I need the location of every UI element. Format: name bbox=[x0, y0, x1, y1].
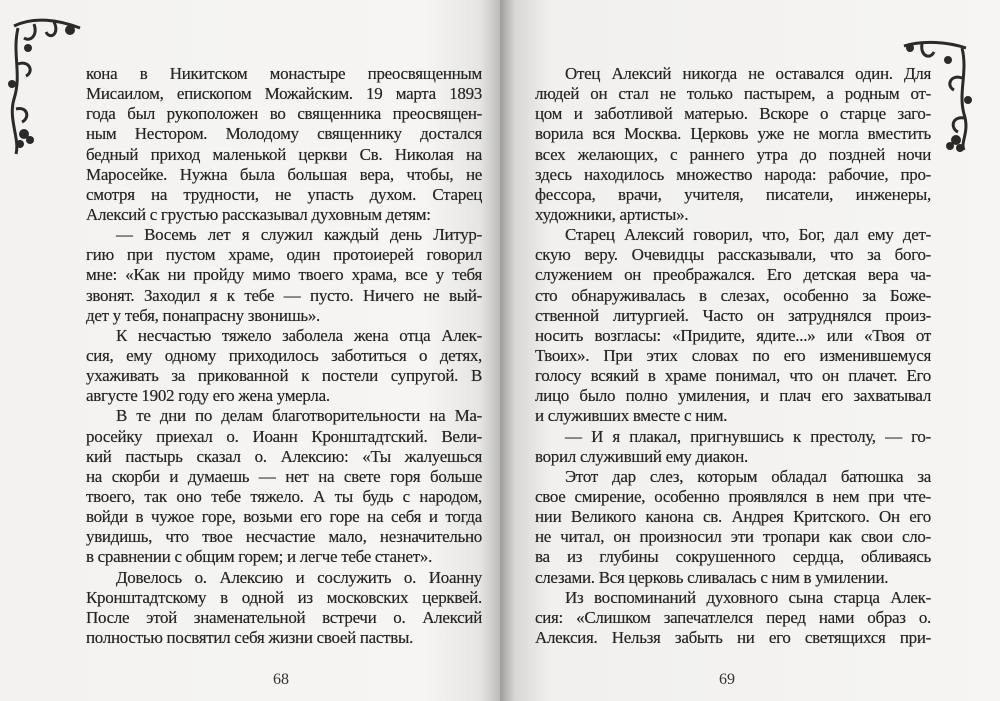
text-line: ным Нестором. Молодому священнику достался bbox=[86, 124, 482, 144]
text-line: Старец Алексий говорил, что, Бог, дал ему дет- bbox=[565, 225, 931, 245]
text-line: После этой знаменательной встречи о. Алексий bbox=[86, 607, 482, 627]
text-line: в сравнении с общим горем; и легче тебе станет». bbox=[86, 547, 433, 567]
text-line: фессора, врачи, учителя, писатели, инженеры, bbox=[535, 184, 931, 204]
text-line: художники, артисты». bbox=[535, 204, 689, 224]
text-line: ухаживать за прикованной к постели супругой. В bbox=[86, 366, 482, 386]
text-line: гию при пустом храме, один протоиерей говорил bbox=[86, 245, 482, 265]
text-line: Алексия. Нельзя забыть ни его светящихся при- bbox=[535, 627, 931, 647]
text-line: росейку приехал о. Иоанн Кронштадтский. Вели- bbox=[86, 426, 482, 446]
text-line: кий пастырь сказал о. Алексию: «Ты жалуешься bbox=[86, 446, 482, 466]
text-line: слезами. Вся церковь сливалась с ним в умилении. bbox=[535, 567, 889, 587]
text-line: Из воспоминаний духовного сына старца Алек- bbox=[565, 587, 931, 607]
text-line: — Восемь лет я служил каждый день Литур- bbox=[116, 225, 482, 245]
text-line: твоего, так оно тебе тяжело. А ты будь с народом, bbox=[86, 486, 482, 506]
text-line: людей он стал не только пастырем, а родным от- bbox=[535, 84, 931, 104]
right-page bbox=[500, 0, 1000, 701]
text-line: сия, ему одному приходилось заботиться о детях, bbox=[86, 345, 482, 365]
text-line: на скорби и думаешь — нет на свете горя больше bbox=[86, 466, 482, 486]
vine-ornament-icon bbox=[4, 14, 84, 159]
text-line: сия: «Слишком запечатлелся перед нами образ о. bbox=[535, 607, 931, 627]
text-line: нии Великого канона св. Андрея Критского. Он его bbox=[535, 507, 931, 527]
text-line: носить возгласы: «Придите, ядите...» или «Твоя от bbox=[535, 325, 931, 345]
text-line: мне: «Как ни пройду мимо твоего храма, все у тебя bbox=[86, 265, 482, 285]
text-line: войди в чужое горе, возьми его горе на себя и тогда bbox=[86, 507, 482, 527]
text-line: кона в Никитском монастыре преосвященным bbox=[86, 64, 482, 83]
text-line: года был рукоположен во священника преосвящен- bbox=[86, 104, 482, 124]
text-line: ворил служивший ему диакон. bbox=[535, 446, 748, 466]
text-line: лицо было полно умиления, и плач его захватывал bbox=[535, 386, 931, 406]
text-line: Алексий с грустью рассказывал духовным детям: bbox=[86, 204, 431, 224]
text-line: смотря на трудности, не упасть духом. Старец bbox=[86, 184, 482, 204]
text-line: К несчастью тяжело заболела жена отца Алек- bbox=[116, 325, 482, 345]
text-line: В те дни по делам благотворительности на Ма- bbox=[116, 406, 482, 426]
text-line: всех желающих, с раннего утра до поздней ночи bbox=[535, 144, 931, 164]
text-line: звонят. Заходил я к тебе — пусто. Ничего не вый- bbox=[86, 285, 482, 305]
text-line: бедный приход маленькой церкви Св. Николая на bbox=[86, 144, 482, 164]
text-line: Кронштадтскому в одной из московских церквей. bbox=[86, 587, 482, 607]
text-line: — И я плакал, пригнувшись к престолу, — го- bbox=[565, 426, 931, 446]
text-line: Мисаилом, епископом Можайским. 19 марта 1893 bbox=[86, 84, 482, 104]
page-body-text bbox=[535, 64, 931, 648]
text-line: голосу всякий в храме понимал, что он плачет. Его bbox=[535, 366, 931, 386]
text-line: полностью посвятил себя жизни своей паствы. bbox=[86, 627, 414, 647]
text-line: скую веру. Очевидцы рассказывали, что за бого- bbox=[535, 245, 931, 265]
text-line: увидишь, что твое несчастие мало, незначительно bbox=[86, 527, 482, 547]
text-line: Отец Алексий никогда не оставался один. Для bbox=[565, 64, 931, 83]
text-line: и служивших вместе с ним. bbox=[535, 406, 728, 426]
text-line: Твоих». При этих словах по его изменившемуся bbox=[535, 345, 931, 365]
text-line: здесь находилось множество народа: рабочие, про- bbox=[535, 164, 931, 184]
text-line: ворила вся Москва. Церковь уже не могла вместить bbox=[535, 124, 931, 144]
page-body-text bbox=[86, 64, 482, 648]
text-line: Этот дар слез, которым обладал батюшка за bbox=[565, 466, 931, 486]
text-line: свое смирение, особенно проявлялся в нем при чте- bbox=[535, 486, 931, 506]
text-line: августе 1902 году его жена умерла. bbox=[86, 386, 330, 406]
page-number: 69 bbox=[719, 671, 735, 688]
text-line: ственной литургией. Часто он затруднялся произ- bbox=[535, 305, 931, 325]
text-line: ва из глубины сокрушенного сердца, обливаясь bbox=[535, 547, 931, 567]
text-line: не читал, он произносил эти тропари как свои сло- bbox=[535, 527, 931, 547]
text-line: сто обнаруживалась в слезах, особенно за Боже- bbox=[535, 285, 931, 305]
text-line: служением он преображался. Его детская вера ча- bbox=[535, 265, 931, 285]
text-line: цом и заботливой матерью. Вскоре о старце заго- bbox=[535, 104, 931, 124]
page-number: 68 bbox=[273, 671, 289, 688]
text-line: Довелось о. Алексию и сослужить о. Иоанну bbox=[116, 567, 482, 587]
text-line: Маросейке. Нужна была большая вера, чтобы, не bbox=[86, 164, 482, 184]
text-line: дет у тебя, понапрасну звонишь». bbox=[86, 305, 321, 325]
